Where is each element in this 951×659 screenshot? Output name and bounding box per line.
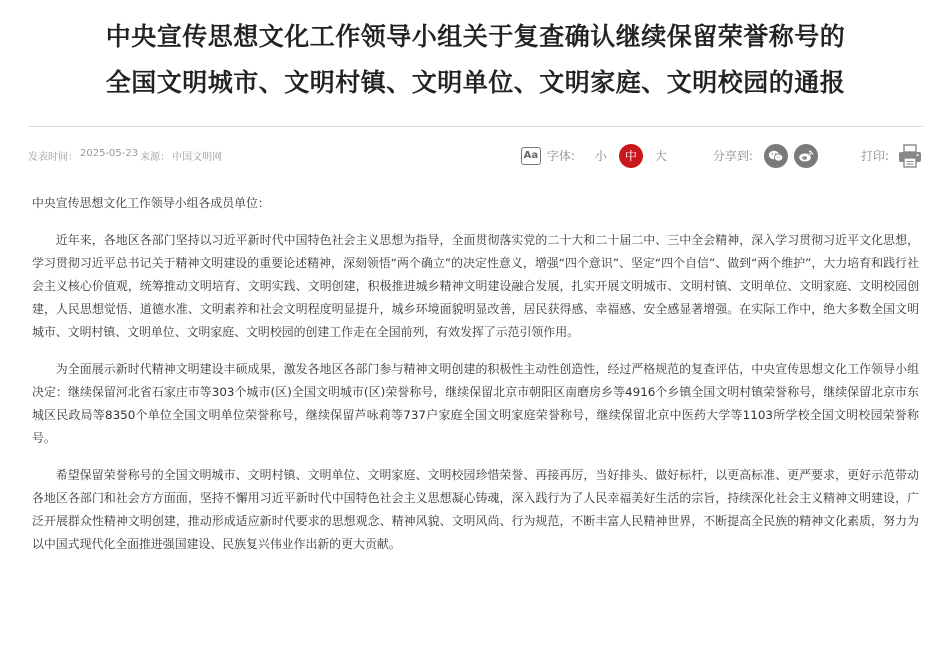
article-tools bbox=[521, 144, 923, 168]
source-label: 来源： bbox=[140, 152, 171, 163]
font-size-medium-button[interactable]: 中 bbox=[619, 144, 643, 168]
article-title bbox=[28, 0, 923, 106]
article-title-line-2: 全国文明城市、文明村镇、文明单位、文明家庭、文明校园的通报 bbox=[105, 68, 846, 97]
weibo-icon[interactable] bbox=[794, 144, 818, 168]
font-size-icon: Aa bbox=[521, 147, 541, 165]
printer-icon[interactable] bbox=[897, 144, 923, 168]
publish-label: 发表时间： bbox=[28, 152, 78, 163]
paragraph: 为全面展示新时代精神文明建设丰硕成果，激发各地区各部门参与精神文明创建的积极性主动性创造性，经过严格规范的复查评估，中央宣传思想文化工作领导小组决定：继续保留河北省石家庄市等303个城市(区)全国文明城市(区)荣誉称号，继续保留北京市朝阳区南磨房乡等4916个乡镇全国文明村镇荣誉称号，继续保留北京市东城区民政局等8350个单位全国文明单位荣誉称号，继续保留芦咏莉等737户家庭全国文明家庭荣誉称号，继续保留北京中医药大学等1103所学校全国文明校园荣誉称号。 bbox=[32, 362, 919, 445]
article-meta-bar bbox=[28, 126, 923, 184]
publish-info bbox=[28, 148, 222, 163]
publish-date: 2025-05-23 bbox=[80, 148, 139, 159]
share-label: 分享到: bbox=[712, 149, 753, 163]
font-size-large-button[interactable]: 大 bbox=[654, 149, 667, 163]
paragraph: 希望保留荣誉称号的全国文明城市、文明村镇、文明单位、文明家庭、文明校园珍惜荣誉、再接再厉，当好排头、做好标杆，以更高标准、更严要求，更好示范带动各地区各部门和社会方方面面，坚持不懈用习近平新时代中国特色社会主义思想凝心铸魂，深入践行为了人民幸福美好生活的宗旨，持续深化社会主义精神文明建设，广泛开展群众性精神文明创建，推动形成适应新时代要求的思想观念、精神风貌、文明风尚、行为规范，不断丰富人民精神世界，不断提高全民族的精神文化素质，努力为以中国式现代化全面推进强国建设、民族复兴伟业作出新的更大贡献。 bbox=[32, 468, 919, 551]
print-label: 打印: bbox=[860, 149, 889, 163]
font-size-small-button[interactable]: 小 bbox=[594, 149, 607, 163]
greeting: 中央宣传思想文化工作领导小组各成员单位： bbox=[32, 196, 270, 210]
paragraph: 近年来，各地区各部门坚持以习近平新时代中国特色社会主义思想为指导，全面贯彻落实党的二十大和二十届二中、三中全会精神，深入学习贯彻习近平文化思想，学习贯彻习近平总书记关于精神文明建设的重要论述精神，深刻领悟“两个确立”的决定性意义，增强“四个意识”、坚定“四个自信”、做到“两个维护”，大力培育和践行社会主义核心价值观，统筹推动文明培育、文明实践、文明创建，积极推进城乡精神文明建设融合发展，扎实开展文明城市、文明村镇、文明单位、文明家庭、文明校园创建，人民思想觉悟、道德水准、文明素养和社会文明程度明显提升，城乡环境面貌明显改善，居民获得感、幸福感、安全感显著增强。在实际工作中，绝大多数全国文明城市、文明村镇、文明单位、文明家庭、文明校园的创建工作走在全国前列，有效发挥了示范引领作用。 bbox=[32, 233, 919, 339]
article-title-line-1: 中央宣传思想文化工作领导小组关于复查确认继续保留荣誉称号的 bbox=[105, 22, 846, 51]
font-size-label: 字体: bbox=[546, 149, 575, 163]
wechat-icon[interactable] bbox=[764, 144, 788, 168]
article-body bbox=[28, 192, 923, 556]
source-name: 中国文明网 bbox=[172, 152, 223, 163]
